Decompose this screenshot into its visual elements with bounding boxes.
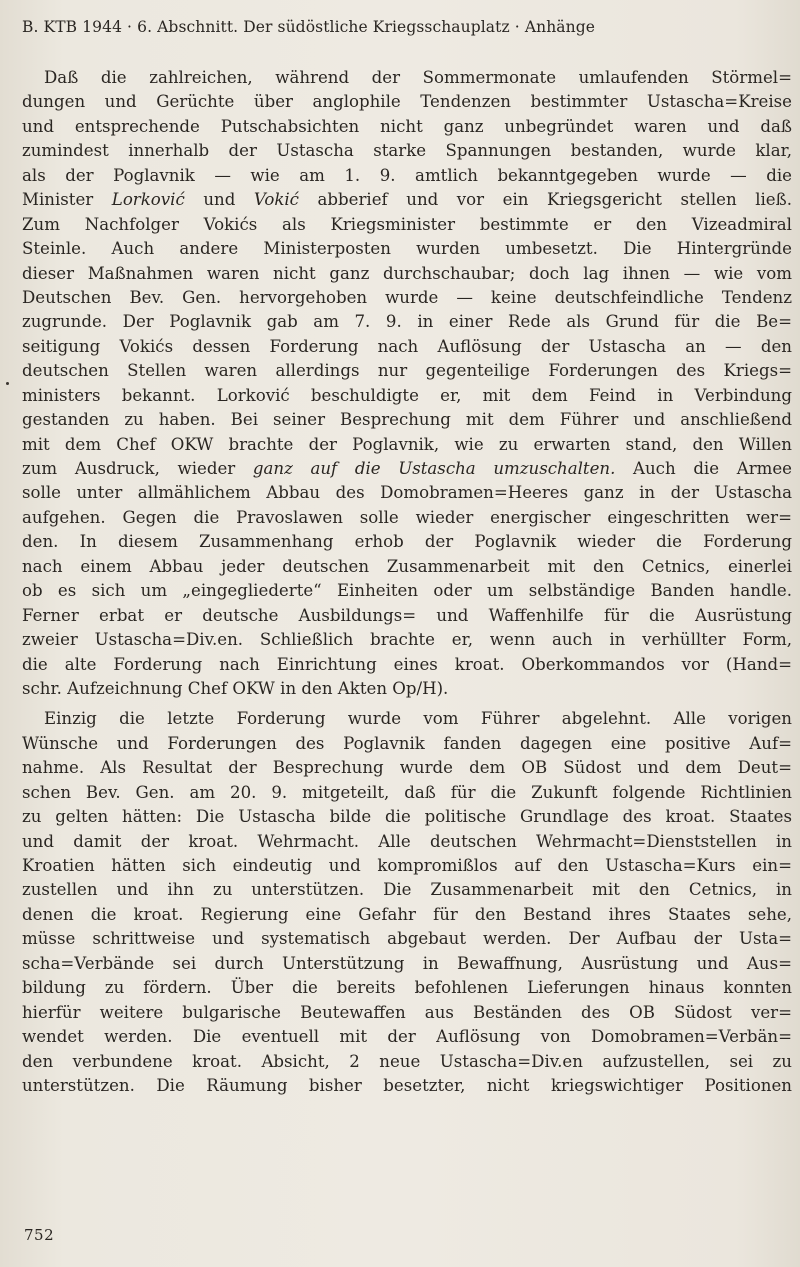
text-line	[22, 188, 792, 212]
text-line	[22, 481, 792, 505]
text-line	[22, 927, 792, 951]
text-line	[22, 677, 792, 701]
text-run: und damit der kroat. Wehrmacht. Alle deutschen Wehrmacht=Dienststellen in	[22, 831, 792, 851]
paragraph	[22, 707, 792, 1098]
text-line	[22, 433, 792, 457]
text-run: gestanden zu haben. Bei seiner Besprechung mit dem Führer und anschließend	[22, 410, 792, 430]
text-run: Deutschen Bev. Gen. hervorgehoben wurde — keine deutschfeindliche Tendenz	[22, 287, 792, 307]
text-run: bildung zu fördern. Über die bereits befohlenen Lieferungen hinaus konnten	[22, 978, 792, 998]
text-line	[22, 359, 792, 383]
text-run: hierfür weitere bulgarische Beutewaffen aus Beständen des OB Südost ver=	[22, 1002, 792, 1022]
text-line	[22, 756, 792, 780]
text-line	[22, 139, 792, 163]
text-line	[22, 310, 792, 334]
text-run: und entsprechende Putschabsichten nicht ganz unbegründet waren und daß	[22, 116, 792, 136]
text-line	[22, 830, 792, 854]
text-line	[22, 213, 792, 237]
text-line	[22, 286, 792, 310]
italic-name: ganz auf die Ustascha umzuschalten.	[252, 459, 616, 478]
text-line	[22, 952, 792, 976]
text-run: solle unter allmählichem Abbau des Domobramen=Heeres ganz in der Ustascha	[22, 483, 792, 503]
page-number: 752	[24, 1226, 55, 1244]
text-run: Daß die zahlreichen, während der Sommermonate umlaufenden Störmel=	[44, 68, 792, 87]
text-run: mit dem Chef OKW brachte der Poglavnik, wie zu erwarten stand, den Willen	[22, 434, 792, 454]
text-line	[22, 604, 792, 628]
text-line	[22, 1001, 792, 1025]
text-line	[22, 408, 792, 432]
text-run: und	[184, 190, 254, 210]
text-run: die alte Forderung nach Einrichtung eines kroat. Oberkommandos vor (Hand=	[22, 654, 792, 674]
text-line	[22, 90, 792, 114]
text-run: Auch die Armee	[615, 459, 793, 478]
text-line	[22, 653, 792, 677]
text-run: nach einem Abbau jeder deutschen Zusammenarbeit mit den Cetnics, einerlei	[22, 556, 792, 576]
text-run: zu gelten hätten: Die Ustascha bilde die politische Grundlage des kroat. Staates	[22, 807, 792, 827]
text-run: Kroatien hätten sich eindeutig und kompromißlos auf den Ustascha=Kurs ein=	[22, 856, 792, 875]
text-run: schr. Aufzeichnung Chef OKW in den Akten Op/H).	[22, 678, 449, 698]
text-run: Zum Nachfolger Vokićs als Kriegsminister bestimmte er den Vizeadmiral	[22, 214, 792, 234]
text-run: scha=Verbände sei durch Unterstützung in Bewaffnung, Ausrüstung und Aus=	[22, 953, 792, 973]
text-line	[22, 335, 792, 359]
text-run: denen die kroat. Regierung eine Gefahr für den Bestand ihres Staates sehe,	[22, 904, 792, 924]
text-run: den verbundene kroat. Absicht, 2 neue Ustascha=Div.en aufzustellen, sei zu	[22, 1051, 792, 1071]
text-run: wendet werden. Die eventuell mit der Auflösung von Domobramen=Verbän=	[22, 1027, 792, 1047]
paragraph	[22, 66, 792, 701]
text-line	[22, 1074, 792, 1098]
text-run: aufgehen. Gegen die Pravoslawen solle wieder energischer eingeschritten wer=	[22, 507, 792, 527]
text-line	[22, 854, 792, 878]
text-line	[22, 66, 792, 90]
text-line	[22, 903, 792, 927]
text-line	[22, 805, 792, 829]
italic-name: Lorković	[111, 190, 185, 210]
text-run: Einzig die letzte Forderung wurde vom Führer abgelehnt. Alle vorigen	[44, 709, 792, 729]
text-line	[22, 1050, 792, 1074]
text-run: den. In diesem Zusammenhang erhob der Poglavnik wieder die Forderung	[22, 532, 792, 552]
text-run: ob es sich um „eingegliederte“ Einheiten oder um selbständige Banden handle.	[22, 581, 792, 601]
text-run: seitigung Vokićs dessen Forderung nach Auflösung der Ustascha an — den	[22, 336, 792, 356]
text-line	[22, 457, 792, 481]
text-run: dungen und Gerüchte über anglophile Tendenzen bestimmter Ustascha=Kreise	[22, 92, 792, 112]
text-run: Ferner erbat er deutsche Ausbildungs= und Waffenhilfe für die Ausrüstung	[22, 605, 792, 625]
text-run: nahme. Als Resultat der Besprechung wurde dem OB Südost und dem Deut=	[22, 758, 792, 778]
text-run: zweier Ustascha=Div.en. Schließlich brachte er, wenn auch in verhüllter Form,	[22, 630, 792, 650]
text-run: zum Ausdruck, wieder	[22, 459, 253, 478]
text-run: zustellen und ihn zu unterstützen. Die Zusammenarbeit mit den Cetnics, in	[22, 880, 792, 900]
text-line	[22, 976, 792, 1000]
text-run: zumindest innerhalb der Ustascha starke Spannungen bestanden, wurde klar,	[22, 141, 792, 161]
text-line	[22, 555, 792, 579]
text-line	[22, 579, 792, 603]
text-line	[22, 1025, 792, 1049]
text-run: ministers bekannt. Lorković beschuldigte er, mit dem Feind in Verbindung	[22, 385, 792, 405]
text-run: Steinle. Auch andere Ministerposten wurden umbesetzt. Die Hintergründe	[22, 239, 792, 259]
text-line	[22, 262, 792, 286]
text-run: müsse schrittweise und systematisch abgebaut werden. Der Aufbau der Usta=	[22, 929, 792, 949]
italic-name: Vokić	[253, 190, 299, 210]
text-line	[22, 237, 792, 261]
text-run: Wünsche und Forderungen des Poglavnik fanden dagegen eine positive Auf=	[22, 733, 792, 753]
text-line	[22, 164, 792, 188]
text-line	[22, 506, 792, 530]
print-speck	[6, 382, 9, 385]
text-line	[22, 878, 792, 902]
text-line	[22, 115, 792, 139]
text-line	[22, 530, 792, 554]
body-text	[22, 66, 792, 1098]
text-run: zugrunde. Der Poglavnik gab am 7. 9. in einer Rede als Grund für die Be=	[22, 312, 792, 332]
text-line	[22, 628, 792, 652]
text-run: Minister	[22, 190, 112, 210]
text-run: schen Bev. Gen. am 20. 9. mitgeteilt, daß für die Zukunft folgende Richtlinien	[22, 782, 792, 802]
text-run: deutschen Stellen waren allerdings nur gegenteilige Forderungen des Kriegs=	[22, 361, 792, 381]
text-run: unterstützen. Die Räumung bisher besetzter, nicht kriegswichtiger Positionen	[22, 1075, 792, 1095]
text-line	[22, 384, 792, 408]
text-run: als der Poglavnik — wie am 1. 9. amtlich bekanntgegeben wurde — die	[22, 165, 792, 185]
text-run: abberief und vor ein Kriegsgericht stellen ließ.	[298, 190, 792, 210]
text-line	[22, 781, 792, 805]
text-run: dieser Maßnahmen waren nicht ganz durchschaubar; doch lag ihnen — wie vom	[22, 263, 792, 283]
running-header: B. KTB 1944 · 6. Abschnitt. Der südöstliche Kriegsschauplatz · Anhänge	[22, 18, 596, 36]
text-line	[22, 732, 792, 756]
text-line	[22, 707, 792, 731]
